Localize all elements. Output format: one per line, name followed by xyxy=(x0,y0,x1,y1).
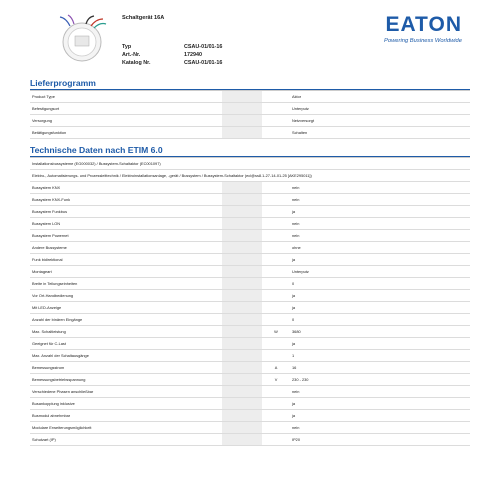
row-shade xyxy=(222,290,262,301)
meta-value: CSAU-01/01-16 xyxy=(184,44,223,50)
row-label: Busankopplung inklusive xyxy=(32,401,75,406)
row-label: Bussystem KNX-Funk xyxy=(32,197,71,202)
row-label: Bemessungsstrom xyxy=(32,365,65,370)
meta-value: CSAU-01/01-16 xyxy=(184,60,223,66)
table-row xyxy=(30,398,470,410)
row-shade xyxy=(222,422,262,433)
row-unit xyxy=(262,398,290,409)
table-row xyxy=(30,338,470,350)
row-value: nein xyxy=(292,389,300,394)
row-label: Busmodul abnehmbar xyxy=(32,413,71,418)
row-value: nein xyxy=(292,221,300,226)
row-value: 0 xyxy=(292,317,295,322)
row-shade xyxy=(222,218,262,229)
row-unit xyxy=(262,422,290,433)
row-value: 0 xyxy=(292,281,295,286)
row-shade xyxy=(222,386,262,397)
row-label: Funk bidirektional xyxy=(32,257,63,262)
row-shade xyxy=(222,434,262,445)
table-row xyxy=(30,314,470,326)
row-unit xyxy=(262,350,290,361)
row-shade xyxy=(222,206,262,217)
row-value: 230 - 230 xyxy=(292,377,309,382)
row-value: Aktor xyxy=(292,94,302,99)
product-image xyxy=(56,14,108,66)
etim-class-line: Elektro-, Automatisierungs- und Prozessleittechnik / Elektroinstallationsanlage, -gerät / Bussystem / Bussystem-Schaltaktor (ecl@ss8.1-27-14-01-25 [AKE295011]) xyxy=(30,170,470,182)
row-unit xyxy=(262,386,290,397)
row-value: Netzversorgt xyxy=(292,118,315,123)
table-row xyxy=(30,350,470,362)
row-label: Verschiedene Phasen anschließbar xyxy=(32,389,94,394)
row-label: Modulare Erweiterungsmöglichkeit xyxy=(32,425,92,430)
table-row xyxy=(30,230,470,242)
row-value: nein xyxy=(292,425,300,430)
row-unit xyxy=(262,434,290,445)
row-shade xyxy=(222,314,262,325)
row-shade xyxy=(222,278,262,289)
table-row xyxy=(30,218,470,230)
row-value: ja xyxy=(292,257,296,262)
row-shade xyxy=(222,398,262,409)
row-value: Unterputz xyxy=(292,269,309,274)
datasheet-page xyxy=(30,8,470,492)
table-row xyxy=(30,290,470,302)
row-label: Betätigungsfunktion xyxy=(32,130,67,135)
section-title-etim: Technische Daten nach ETIM 6.0 xyxy=(30,145,470,157)
row-value: nein xyxy=(292,233,300,238)
row-unit xyxy=(262,290,290,301)
row-label: Product Type xyxy=(32,94,55,99)
row-shade xyxy=(222,242,262,253)
row-unit xyxy=(262,338,290,349)
row-value: ja xyxy=(292,401,296,406)
row-shade xyxy=(222,362,262,373)
row-unit xyxy=(262,194,290,205)
row-label: Bussystem Powernet xyxy=(32,233,69,238)
row-value: 1 xyxy=(292,353,295,358)
row-value: Unterputz xyxy=(292,106,309,111)
row-unit xyxy=(262,242,290,253)
row-shade xyxy=(222,350,262,361)
table-row xyxy=(30,254,470,266)
row-value: ja xyxy=(292,209,296,214)
table-row xyxy=(30,410,470,422)
table-row xyxy=(30,266,470,278)
row-label: Anzahl der binären Eingänge xyxy=(32,317,83,322)
row-unit xyxy=(262,103,290,114)
row-unit xyxy=(262,314,290,325)
table-row xyxy=(30,326,470,338)
row-label: Andere Bussysteme xyxy=(32,245,67,250)
row-value: ja xyxy=(292,305,296,310)
etim-class-line: Installationsbussysteme (EG000032) / Bussystem-Schaltaktor (EC001097) xyxy=(30,158,470,170)
meta-key: Art.-Nr. xyxy=(122,52,141,58)
row-label: Mit LED-Anzeige xyxy=(32,305,62,310)
row-shade xyxy=(222,374,262,385)
row-unit xyxy=(262,230,290,241)
row-unit xyxy=(262,115,290,126)
logo-tagline: Powering Business Worldwide xyxy=(384,38,462,44)
meta-row-katalog xyxy=(122,59,274,67)
row-shade xyxy=(222,91,262,102)
row-label: Bussystem Funkbus xyxy=(32,209,68,214)
row-shade xyxy=(222,326,262,337)
row-value: nein xyxy=(292,197,300,202)
meta-key: Katalog Nr. xyxy=(122,60,151,66)
row-value: nein xyxy=(292,185,300,190)
table-row xyxy=(30,422,470,434)
row-unit: W xyxy=(274,329,278,334)
row-shade xyxy=(222,254,262,265)
row-unit xyxy=(262,410,290,421)
table-row xyxy=(30,386,470,398)
row-unit xyxy=(262,266,290,277)
row-unit xyxy=(262,218,290,229)
product-meta xyxy=(122,43,274,67)
row-value: IP20 xyxy=(292,437,301,442)
row-value: 3680 xyxy=(292,329,301,334)
row-value: ja xyxy=(292,341,296,346)
table-row xyxy=(30,182,470,194)
row-value: ja xyxy=(292,293,296,298)
row-shade xyxy=(222,182,262,193)
row-label: Befestigungsort xyxy=(32,106,60,111)
table-row xyxy=(30,434,470,446)
table-row xyxy=(30,91,470,103)
table-row xyxy=(30,278,470,290)
row-shade xyxy=(222,127,262,138)
table-row xyxy=(30,206,470,218)
row-shade xyxy=(222,302,262,313)
table-row xyxy=(30,374,470,386)
logo-word: EATON xyxy=(385,13,462,36)
row-label: Schutzart (IP) xyxy=(32,437,56,442)
row-label: Montageart xyxy=(32,269,52,274)
row-label: Bussystem LON xyxy=(32,221,61,226)
product-title: Schaltgerät 16A xyxy=(122,15,165,21)
table-row xyxy=(30,362,470,374)
row-label: Versorgung xyxy=(32,118,52,123)
row-shade xyxy=(222,338,262,349)
row-unit xyxy=(262,182,290,193)
table-row xyxy=(30,103,470,115)
row-shade xyxy=(222,115,262,126)
table-row xyxy=(30,242,470,254)
eaton-logo xyxy=(366,14,462,44)
row-unit xyxy=(262,278,290,289)
meta-row-typ xyxy=(122,43,274,51)
meta-key: Typ xyxy=(122,44,132,50)
row-shade xyxy=(222,410,262,421)
section-title-lieferprogramm: Lieferprogramm xyxy=(30,78,470,90)
row-unit xyxy=(262,91,290,102)
row-value: 16 xyxy=(292,365,297,370)
row-shade xyxy=(222,194,262,205)
row-value: Schalten xyxy=(292,130,308,135)
row-shade xyxy=(222,103,262,114)
row-label: Geeignet für C-Last xyxy=(32,341,66,346)
lieferprogramm-table xyxy=(30,90,470,139)
row-unit xyxy=(262,206,290,217)
header xyxy=(30,8,470,72)
row-label: Breite in Teilungseinheiten xyxy=(32,281,78,286)
row-shade xyxy=(222,230,262,241)
row-unit: V xyxy=(274,377,278,382)
row-unit xyxy=(262,302,290,313)
row-unit: A xyxy=(274,365,278,370)
etim-table xyxy=(30,157,470,446)
row-value: ohne xyxy=(292,245,301,250)
table-row xyxy=(30,115,470,127)
row-unit xyxy=(262,127,290,138)
row-label: Max. Anzahl der Schaltausgänge xyxy=(32,353,89,358)
table-row xyxy=(30,194,470,206)
table-row xyxy=(30,127,470,139)
row-shade xyxy=(222,266,262,277)
row-value: ja xyxy=(292,413,296,418)
row-label: Bemessungsbetriebsspannung xyxy=(32,377,86,382)
table-row xyxy=(30,302,470,314)
row-label: Bussystem KNX xyxy=(32,185,61,190)
row-unit xyxy=(262,254,290,265)
row-label: Max. Schaltleistung xyxy=(32,329,66,334)
meta-value: 172940 xyxy=(184,52,202,58)
meta-row-artnr xyxy=(122,51,274,59)
row-label: Vor Ort-Handbedienung xyxy=(32,293,74,298)
